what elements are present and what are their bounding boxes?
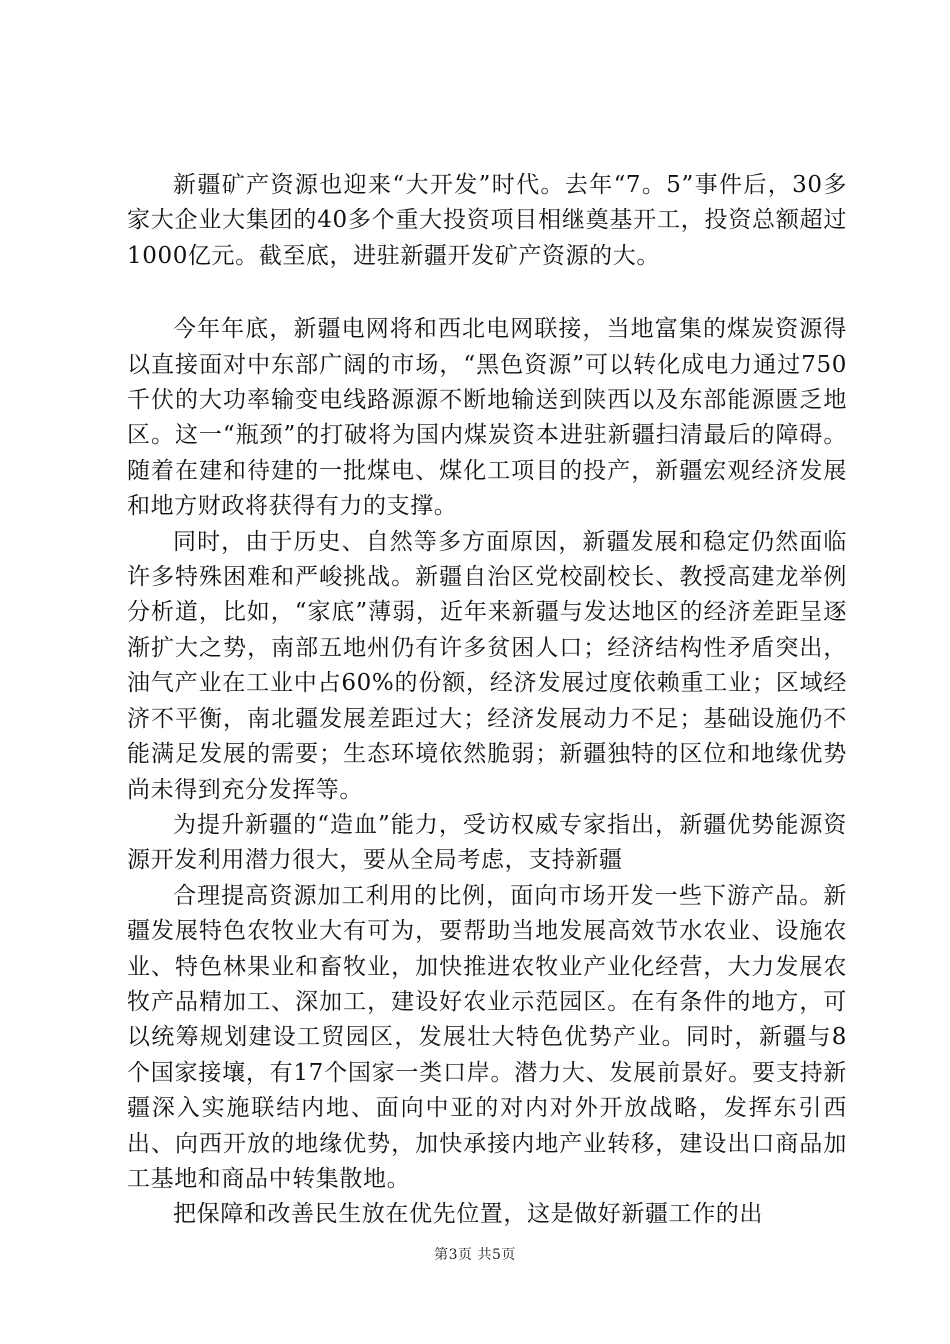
paragraph-blood-making: 为提升新疆的“造血”能力，受访权威专家指出，新疆优势能源资源开发利用潜力很大，要从全局考虑，支持新疆 [127, 811, 847, 874]
paragraph-challenges: 同时，由于历史、自然等多方面原因，新疆发展和稳定仍然面临许多特殊困难和严峻挑战。新疆自治区党校副校长、教授高建龙举例分析道，比如，“家底”薄弱，近年来新疆与发达地区的经济差距呈逐渐扩大之势，南部五地州仍有许多贫困人口；经济结构性矛盾突出，油气产业在工业中占60%的份额，经济发展过度依赖重工业；区域经济不平衡，南北疆发展差距过大；经济发展动力不足；基础设施仍不能满足发展的需要；生态环境依然脆弱；新疆独特的区位和地缘优势尚未得到充分发挥等。 [127, 528, 847, 803]
paragraph-power-grid: 今年年底，新疆电网将和西北电网联接，当地富集的煤炭资源得以直接面对中东部广阔的市场，“黑色资源”可以转化成电力通过750千伏的大功率输变电线路源源不断地输送到陕西以及东部能源匮乏地区。这一“瓶颈”的打破将为国内煤炭资本进驻新疆扫清最后的障碍。随着在建和待建的一批煤电、煤化工项目的投产，新疆宏观经济发展和地方财政将获得有力的支撑。 [127, 316, 847, 520]
body-text [127, 168, 847, 1233]
page-number-footer: 第3页 共5页 [434, 1247, 516, 1263]
paragraph-livelihood: 把保障和改善民生放在优先位置，这是做好新疆工作的出 [173, 1201, 763, 1228]
paragraph-mineral-resources: 新疆矿产资源也迎来“大开发”时代。去年“7。5”事件后，30多家大企业大集团的40多个重大投资项目相继奠基开工，投资总额超过1000亿元。截至底，进驻新疆开发矿产资源的大。 [127, 172, 847, 269]
paragraph-resource-processing: 合理提高资源加工利用的比例，面向市场开发一些下游产品。新疆发展特色农牧业大有可为，要帮助当地发展高效节水农业、设施农业、特色林果业和畜牧业，加快推进农牧业产业化经营，大力发展农牧产品精加工、深加工，建设好农业示范园区。在有条件的地方，可以统筹规划建设工贸园区，发展壮大特色优势产业。同时，新疆与8个国家接壤，有17个国家一类口岸。潜力大、发展前景好。要支持新疆深入实施联结内地、面向中亚的对内对外开放战略，发挥东引西出、向西开放的地缘优势，加快承接内地产业转移，建设出口商品加工基地和商品中转集散地。 [127, 882, 847, 1192]
